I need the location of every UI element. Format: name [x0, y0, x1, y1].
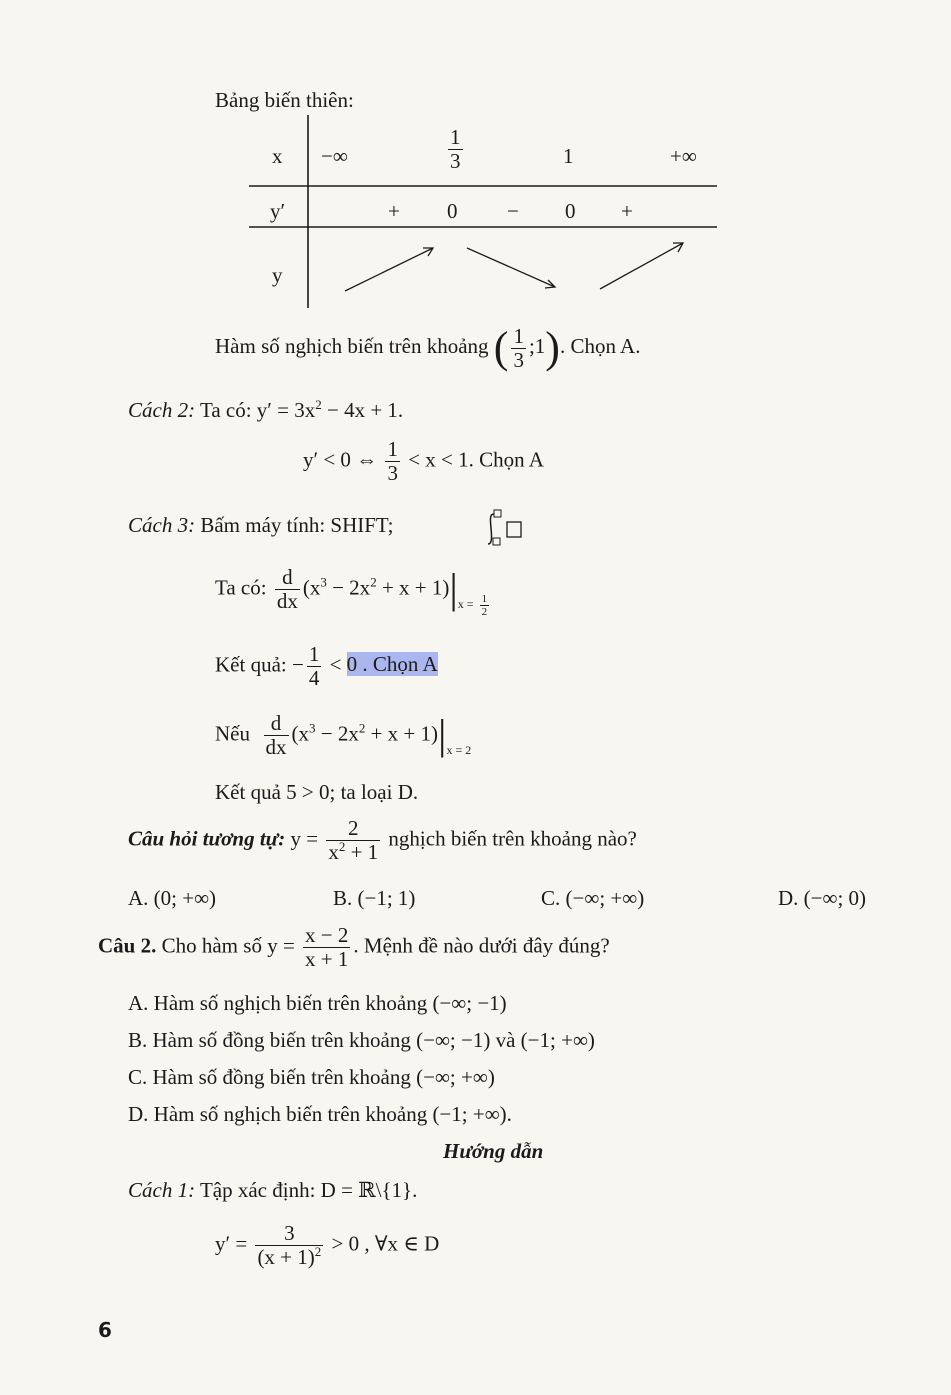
integral-key-icon [486, 508, 528, 550]
vt-sign-1: + [388, 199, 400, 223]
page-number: 6 [98, 1318, 112, 1342]
variation-table [245, 115, 725, 310]
arrow-down [467, 248, 555, 288]
variation-table-lines [245, 115, 725, 310]
vt-neg-inf: −∞ [321, 144, 348, 168]
similar-question: Câu hỏi tương tự: y = $\frac{2}{x^2 + 1}$ nghịch biến trên khoảng nào? [128, 816, 637, 865]
cach3-line: Cách 3: Bấm máy tính: SHIFT; [128, 513, 394, 537]
vt-one: 1 [563, 144, 574, 168]
vt-sign-3: + [621, 199, 633, 223]
vt-sign-2: − [507, 199, 519, 223]
arrow-up-2 [600, 243, 683, 289]
option-1b: B. (−1; 1) [333, 886, 416, 910]
vt-yprime-label: y′ [270, 199, 286, 223]
option-2a: A. Hàm số nghịch biến trên khoảng (−∞; −1) [128, 991, 507, 1015]
cach2-line: Cách 2: Ta có: $y' = 3x^2 - 4x + 1$. [128, 397, 404, 422]
cach1-line: Cách 1: Tập xác định: D = ℝ\{1}. [128, 1178, 418, 1202]
question-2: Câu 2. Cho hàm số y = $\frac{x - 2}{x + 1}$ . Mệnh đề nào dưới đây đúng? [98, 923, 610, 972]
guide-heading: Hướng dẫn [443, 1139, 544, 1163]
result-2: Kết quả 5 > 0; ta loại D. [215, 780, 419, 804]
yprime-expr: y′ = $\frac{3}{(x + 1)^2}$ > 0 , ∀x ∈ D [215, 1221, 440, 1270]
option-1d: D. (−∞; 0) [778, 886, 867, 910]
option-2d: D. Hàm số nghịch biến trên khoảng (−1; +∞). [128, 1102, 512, 1126]
option-2c: C. Hàm số đồng biến trên khoảng (−∞; +∞) [128, 1065, 495, 1089]
vt-x-label: x [272, 144, 283, 168]
variation-table-title: Bảng biến thiên: [215, 88, 354, 112]
derivative-expr-1: Ta có: $\frac{d}{dx}$ $(x^3 - 2x^2 + x + 1)|_{x = \frac{1}{2}}$ [215, 565, 488, 619]
vt-zero-2: 0 [565, 199, 576, 223]
arrow-up-1 [345, 248, 433, 291]
cach2-inequality: y′ < 0 ⇔ $\frac{1}{3}$ < x < 1. Chọn A [303, 437, 544, 486]
vt-y-label: y [272, 263, 283, 287]
option-1a: A. (0; +∞) [128, 886, 217, 910]
vt-zero-1: 0 [447, 199, 458, 223]
conclusion-line: Hàm số nghịch biến trên khoảng ( $\frac{1}{3}$ ;1). Chọn A. [215, 323, 641, 373]
result-1: Kết quả: − $\frac{1}{4}$ < 0 . Chọn A [215, 642, 438, 691]
vt-one-third: $\frac{1}{3}$ [450, 125, 461, 174]
option-2b: B. Hàm số đồng biến trên khoảng (−∞; −1) và (−1; +∞) [128, 1028, 595, 1052]
option-1c: C. (−∞; +∞) [541, 886, 645, 910]
vt-pos-inf: +∞ [670, 144, 697, 168]
highlighted-selection: 0 . Chọn A [346, 652, 438, 677]
derivative-expr-2: Nếu $\frac{d}{dx}$ $(x^3 - 2x^2 + x + 1)|_{x = 2}$ [215, 711, 472, 760]
